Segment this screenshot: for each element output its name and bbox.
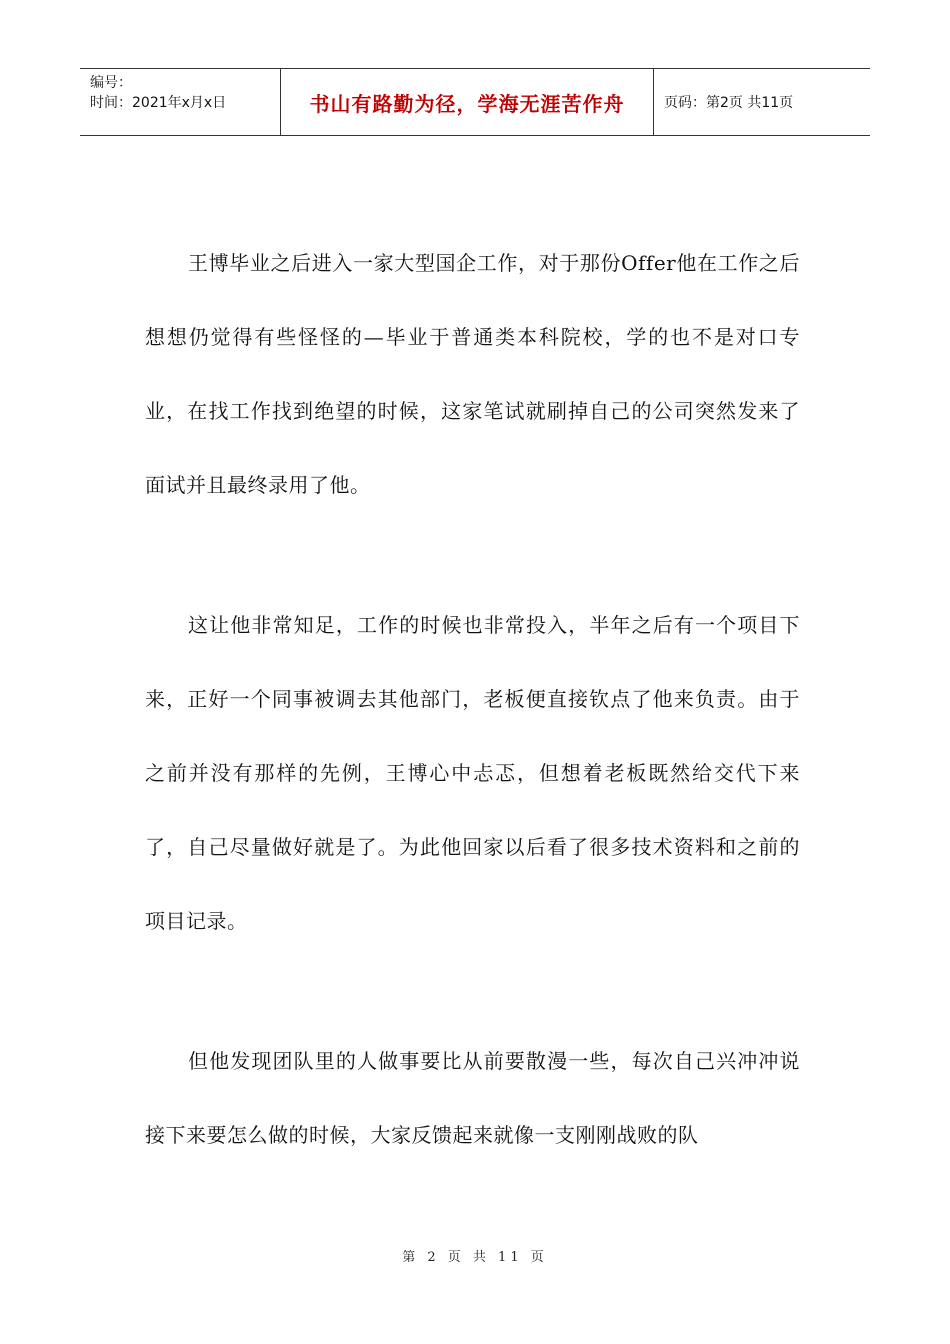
page-footer: 第 2 页 共 11 页 bbox=[402, 1250, 548, 1265]
motto-text: 书山有路勤为径，学海无涯苦作舟 bbox=[309, 91, 625, 116]
document-header bbox=[80, 68, 870, 136]
paragraph-1: 王博毕业之后进入一家大型国企工作，对于那份Offer他在工作之后想想仍觉得有些怪怪的—毕业于普通类本科院校，学的也不是对口专业，在找工作找到绝望的时候，这家笔试就刷掉自己的公司突然发来了面试并且最终录用了他。 bbox=[145, 251, 800, 497]
paragraph-3: 但他发现团队里的人做事要比从前要散漫一些，每次自己兴冲冲说接下来要怎么做的时候，大家反馈起来就像一支刚刚战败的队 bbox=[145, 1049, 800, 1147]
paragraph-2: 这让他非常知足，工作的时候也非常投入，半年之后有一个项目下来，正好一个同事被调去其他部门，老板便直接钦点了他来负责。由于之前并没有那样的先例，王博心中忐忑，但想着老板既然给交代下来了，自己尽量做好就是了。为此他回家以后看了很多技术资料和之前的项目记录。 bbox=[145, 613, 800, 933]
page-info-cell bbox=[654, 69, 870, 135]
page-info-text: 页码：第2页 共11页 bbox=[664, 95, 794, 111]
header-meta-cell bbox=[80, 69, 281, 135]
date-line: 时间：2021年x月x日 bbox=[90, 95, 227, 111]
motto-cell bbox=[281, 69, 654, 135]
number-label: 编号： bbox=[90, 75, 132, 91]
document-body bbox=[145, 226, 800, 1172]
